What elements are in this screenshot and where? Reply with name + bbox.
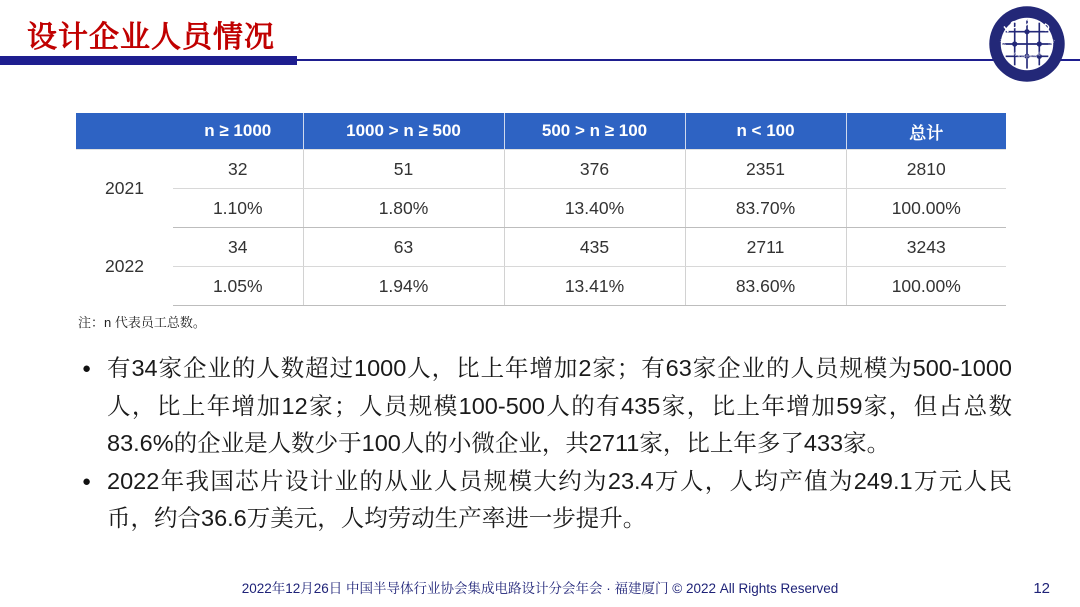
cell: 2351 [685, 150, 846, 189]
cell: 13.40% [504, 189, 685, 228]
cell: 1.80% [303, 189, 504, 228]
footer-copyright: 2022年12月26日 中国半导体行业协会集成电路设计分会年会 · 福建厦门 © 2022 All Rights Reserved [241, 581, 839, 596]
staff-size-table [76, 113, 1006, 306]
header-cell-col3: 500 > n ≥ 100 [504, 113, 685, 150]
title-underline-thin [297, 59, 1080, 61]
table-footnote: 注：n 代表员工总数。 [78, 315, 206, 330]
table-row-2022-counts [76, 228, 1006, 267]
cell: 1.10% [173, 189, 303, 228]
cell: 83.70% [685, 189, 846, 228]
table-header-row [76, 113, 1006, 150]
cell: 1.05% [173, 267, 303, 306]
page-number: 12 [1033, 580, 1050, 597]
header-cell-blank [76, 113, 173, 150]
cell: 83.60% [685, 267, 846, 306]
bullet-text: 有34家企业的人数超过1000人，比上年增加2家；有63家企业的人员规模为500-1000人，比上年增加12家；人员规模100-500人的有435家，比上年增加59家，但占总数83.6%的企业是人数少于100人的小微企业，共2711家，比上年多了433家。 [107, 355, 1012, 456]
bullet-list [80, 350, 1012, 538]
year-label-2022: 2022 [76, 228, 173, 306]
page-title: 设计企业人员情况 [27, 21, 275, 54]
cell: 376 [504, 150, 685, 189]
cell: 435 [504, 228, 685, 267]
cell: 100.00% [846, 189, 1006, 228]
table-row-2021-counts [76, 150, 1006, 189]
cell: 51 [303, 150, 504, 189]
table-row-2021-percents [76, 189, 1006, 228]
cell: 1.94% [303, 267, 504, 306]
header-cell-col4: n < 100 [685, 113, 846, 150]
cell: 63 [303, 228, 504, 267]
bullet-item [80, 463, 1012, 538]
cell: 13.41% [504, 267, 685, 306]
cell: 2711 [685, 228, 846, 267]
header-cell-col1: n ≥ 1000 [173, 113, 303, 150]
iccad-logo-icon [982, 3, 1072, 85]
cell: 3243 [846, 228, 1006, 267]
logo-bottom-text: 中国半导体行业协会集成电路设计分会 [998, 38, 1056, 59]
title-underline-thick [0, 56, 297, 65]
table-row-2022-percents [76, 267, 1006, 306]
cell: 100.00% [846, 267, 1006, 306]
bullet-icon: ● [82, 360, 92, 377]
header-cell-total: 总计 [846, 113, 1006, 150]
cell: 32 [173, 150, 303, 189]
bullet-item [80, 350, 1012, 463]
cell: 34 [173, 228, 303, 267]
year-label-2021: 2021 [76, 150, 173, 228]
logo-top-text: I C C A D [1002, 17, 1052, 36]
bullet-text: 2022年我国芯片设计业的从业人员规模大约为23.4万人，人均产值为249.1万元人民币，约合36.6万美元，人均劳动生产率进一步提升。 [107, 467, 1012, 531]
cell: 2810 [846, 150, 1006, 189]
bullet-icon: ● [82, 472, 92, 490]
header-cell-col2: 1000 > n ≥ 500 [303, 113, 504, 150]
